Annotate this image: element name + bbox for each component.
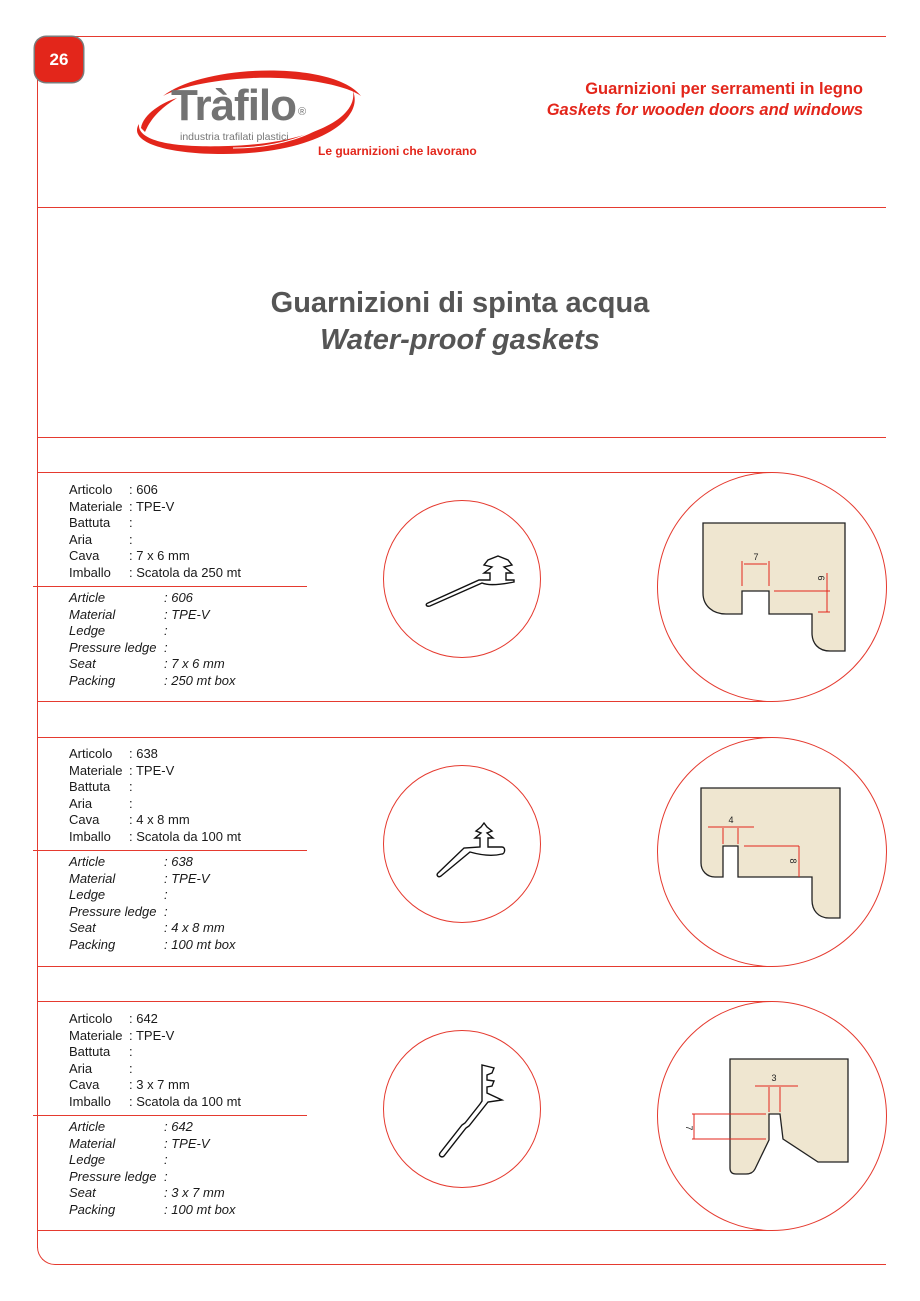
spec-row: Cava : 4 x 8 mm	[69, 812, 190, 827]
product-spec-606	[69, 482, 241, 689]
spec-separator	[33, 586, 307, 587]
spec-row: Battuta :	[69, 1044, 133, 1059]
spec-row: Pressure ledge :	[69, 639, 168, 655]
spec-row: Material : TPE-V	[69, 1135, 210, 1151]
dim-depth-label: 6	[816, 575, 826, 581]
title-divider	[37, 437, 886, 438]
spec-row: Ledge :	[69, 887, 168, 902]
gasket-606-profile-icon	[384, 501, 542, 659]
frame-bottom-corner	[37, 1235, 67, 1265]
spec-row: Article : 606	[69, 590, 193, 605]
spec-row: Aria :	[69, 795, 133, 811]
spec-row: Packing : 100 mt box	[69, 1201, 236, 1217]
spec-row: Battuta :	[69, 515, 133, 530]
gasket-profile-642	[383, 1030, 541, 1188]
dim-width-label: 7	[753, 552, 759, 562]
spec-row: Pressure ledge :	[69, 903, 168, 919]
spec-row: Imballo : Scatola da 100 mt	[69, 1093, 242, 1109]
section-title	[0, 285, 920, 359]
spec-row: Seat : 3 x 7 mm	[69, 1185, 225, 1200]
spec-row: Ledge :	[69, 1152, 168, 1167]
dim-width-label: 4	[728, 815, 734, 825]
spec-separator	[33, 1115, 307, 1116]
frame-bottom-line	[60, 1264, 886, 1265]
wood-seat-606-diagram-icon	[658, 473, 888, 703]
header-divider	[37, 207, 886, 208]
wood-seat-642-diagram-icon	[658, 1002, 888, 1232]
spec-row: Imballo : Scatola da 250 mt	[69, 564, 242, 580]
gasket-642-profile-icon	[384, 1031, 542, 1189]
category-heading	[547, 79, 863, 121]
spec-row: Imballo : Scatola da 100 mt	[69, 828, 242, 844]
gasket-638-profile-icon	[384, 766, 542, 924]
spec-row: Articolo : 642	[69, 1011, 158, 1026]
gasket-profile-606	[383, 500, 541, 658]
product-spec-642	[69, 1011, 241, 1218]
spec-row: Cava : 3 x 7 mm	[69, 1077, 190, 1092]
spec-row: Article : 638	[69, 854, 193, 869]
spec-row: Articolo : 606	[69, 482, 158, 497]
gasket-profile-638	[383, 765, 541, 923]
spec-row: Pressure ledge :	[69, 1168, 168, 1184]
spec-row: Seat : 4 x 8 mm	[69, 920, 225, 935]
spec-row: Battuta :	[69, 779, 133, 794]
spec-row: Articolo : 638	[69, 746, 158, 761]
frame-left-line	[37, 60, 38, 1248]
section-title-it: Guarnizioni di spinta acqua	[270, 287, 650, 319]
spec-separator	[33, 850, 307, 851]
dim-depth-label: 7	[684, 1125, 694, 1131]
spec-row: Material : TPE-V	[69, 870, 210, 886]
seat-diagram-606	[657, 472, 887, 702]
spec-row: Materiale : TPE-V	[69, 762, 175, 778]
spec-row: Article : 642	[69, 1119, 193, 1134]
dim-width-label: 3	[771, 1073, 777, 1083]
frame-top-line	[60, 36, 886, 37]
company-tagline: Le guarnizioni che lavorano	[318, 144, 477, 158]
product-spec-638	[69, 746, 241, 953]
spec-row: Material : TPE-V	[69, 606, 210, 622]
section-title-en: Water-proof gaskets	[320, 324, 600, 356]
logo-subtitle: industria trafilati plastici	[180, 131, 289, 143]
spec-row: Aria :	[69, 531, 133, 547]
dim-depth-label: 8	[788, 858, 798, 864]
spec-row: Packing : 250 mt box	[69, 672, 236, 688]
seat-diagram-638	[657, 737, 887, 967]
spec-row: Packing : 100 mt box	[69, 936, 236, 952]
spec-row: Materiale : TPE-V	[69, 1027, 175, 1043]
wood-seat-638-diagram-icon	[658, 738, 888, 968]
spec-row: Ledge :	[69, 623, 168, 638]
spec-row: Aria :	[69, 1060, 133, 1076]
page-number-badge: 26	[35, 37, 83, 82]
category-title-it: Guarnizioni per serramenti in legno	[585, 80, 863, 98]
spec-row: Cava : 7 x 6 mm	[69, 548, 190, 563]
spec-row: Materiale : TPE-V	[69, 498, 175, 514]
spec-row: Seat : 7 x 6 mm	[69, 656, 225, 671]
logo-wordmark: Tràfilo ®	[171, 81, 306, 130]
category-title-en: Gaskets for wooden doors and windows	[546, 101, 863, 119]
seat-diagram-642	[657, 1001, 887, 1231]
